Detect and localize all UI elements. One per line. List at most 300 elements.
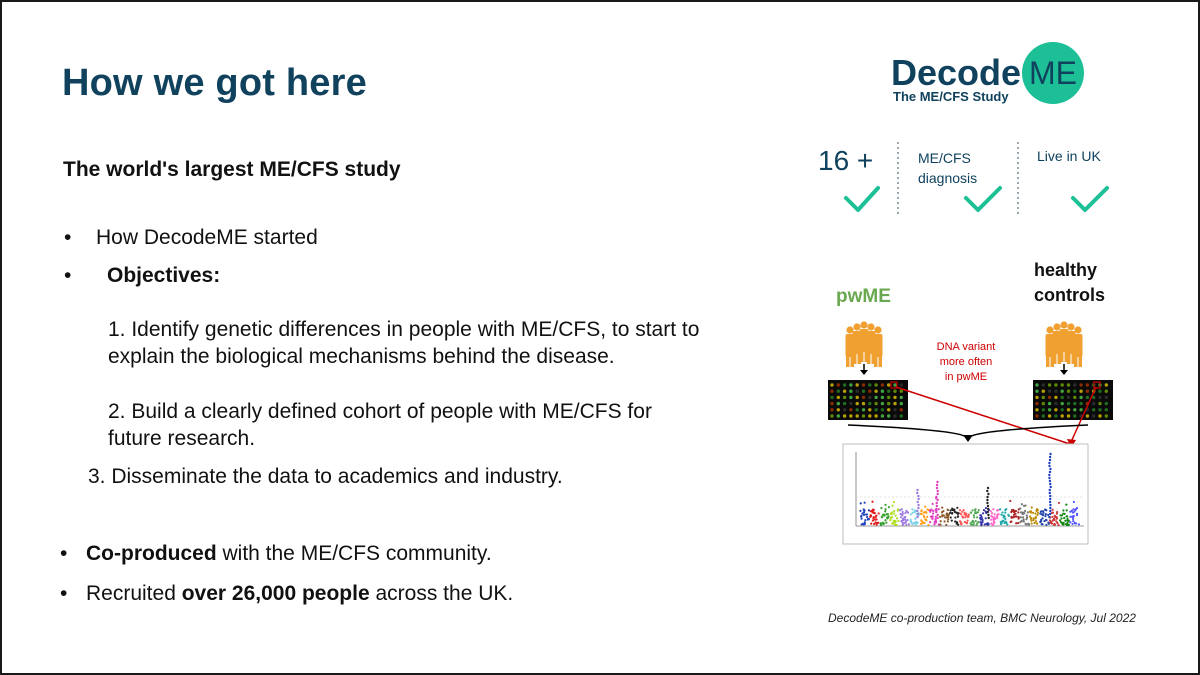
- manhattan-point: [935, 522, 937, 524]
- microarray-spot: [1073, 396, 1076, 399]
- manhattan-point: [866, 516, 868, 518]
- manhattan-point: [1004, 518, 1006, 520]
- manhattan-point: [947, 518, 949, 520]
- manhattan-peak-point: [936, 499, 938, 501]
- manhattan-point: [870, 523, 872, 525]
- manhattan-point: [929, 521, 931, 523]
- manhattan-point: [1054, 523, 1056, 525]
- microarray-spot: [900, 390, 903, 393]
- recruited-pre: Recruited: [86, 582, 182, 605]
- variant-annotation-line-1: DNA variant: [936, 341, 996, 353]
- recruited-post: across the UK.: [369, 582, 514, 605]
- microarray-spot: [1098, 408, 1101, 411]
- manhattan-point: [1023, 505, 1025, 507]
- controls-microarray: [1033, 380, 1113, 420]
- microarray-spot: [893, 383, 896, 386]
- manhattan-peak-point: [935, 496, 937, 498]
- microarray-spot: [900, 383, 903, 386]
- manhattan-point: [1062, 509, 1064, 511]
- manhattan-point: [1041, 517, 1043, 519]
- microarray-spot: [868, 402, 871, 405]
- microarray-spot: [887, 408, 890, 411]
- manhattan-point: [1020, 516, 1022, 518]
- manhattan-point: [933, 523, 935, 525]
- objective-2-line-1: 2. Build a clearly defined cohort of people with ME/CFS for: [108, 400, 652, 423]
- manhattan-point: [947, 509, 949, 511]
- manhattan-point: [911, 522, 913, 524]
- microarray-spot: [1042, 408, 1045, 411]
- microarray-spot: [868, 414, 871, 417]
- microarray-spot: [1079, 408, 1082, 411]
- microarray-spot: [893, 396, 896, 399]
- microarray-spot: [1042, 383, 1045, 386]
- microarray-spot: [1073, 414, 1076, 417]
- manhattan-peak-point: [936, 514, 938, 516]
- manhattan-point: [925, 511, 927, 513]
- manhattan-point: [1069, 516, 1071, 518]
- manhattan-point: [967, 516, 969, 518]
- manhattan-point: [1073, 510, 1075, 512]
- manhattan-peak-point: [1049, 471, 1051, 473]
- microarray-spot: [1048, 383, 1051, 386]
- manhattan-point: [864, 519, 866, 521]
- manhattan-peak-point: [987, 493, 989, 495]
- microarray-spot: [843, 396, 846, 399]
- microarray-spot: [1079, 390, 1082, 393]
- manhattan-point: [884, 510, 886, 512]
- manhattan-point: [1067, 521, 1069, 523]
- manhattan-peak-point: [1049, 453, 1051, 455]
- manhattan-point: [1004, 512, 1006, 514]
- manhattan-point: [939, 524, 941, 526]
- manhattan-point: [891, 505, 893, 507]
- manhattan-point: [920, 513, 922, 515]
- manhattan-point: [888, 506, 890, 508]
- manhattan-peak-point: [935, 508, 937, 510]
- manhattan-point: [973, 516, 975, 518]
- manhattan-peak-point: [1049, 459, 1051, 461]
- manhattan-peak-point: [1049, 498, 1051, 500]
- manhattan-peak-point: [937, 490, 939, 492]
- microarray-spot: [1079, 383, 1082, 386]
- logo-wordmark: Decode: [891, 52, 1022, 93]
- manhattan-point: [877, 522, 879, 524]
- manhattan-point: [925, 519, 927, 521]
- manhattan-point: [915, 524, 917, 526]
- manhattan-point: [1022, 518, 1024, 520]
- bullet-objectives-text: Objectives:: [107, 264, 221, 287]
- manhattan-point: [1020, 511, 1022, 513]
- manhattan-point: [959, 509, 961, 511]
- manhattan-point: [904, 521, 906, 523]
- manhattan-point: [1006, 523, 1008, 525]
- microarray-spot: [1061, 402, 1064, 405]
- microarray-spot: [1092, 414, 1095, 417]
- manhattan-point: [1047, 514, 1049, 516]
- microarray-spot: [856, 390, 859, 393]
- manhattan-point: [905, 523, 907, 525]
- microarray-spot: [837, 402, 840, 405]
- manhattan-point: [943, 520, 945, 522]
- manhattan-point: [931, 517, 933, 519]
- manhattan-peak-point: [917, 513, 919, 515]
- manhattan-point: [923, 516, 925, 518]
- manhattan-point: [982, 519, 984, 521]
- microarray-spot: [1042, 402, 1045, 405]
- microarray-spot: [1105, 414, 1108, 417]
- manhattan-peak-point: [986, 499, 988, 501]
- microarray-spot: [887, 414, 890, 417]
- manhattan-point: [960, 523, 962, 525]
- study-figure: [788, 42, 1188, 642]
- microarray-spot: [843, 408, 846, 411]
- manhattan-point: [893, 501, 895, 503]
- manhattan-point: [1035, 517, 1037, 519]
- microarray-spot: [1035, 396, 1038, 399]
- manhattan-point: [1044, 515, 1046, 517]
- manhattan-point: [906, 519, 908, 521]
- manhattan-point: [958, 512, 960, 514]
- manhattan-point: [938, 508, 940, 510]
- manhattan-peak-point: [1048, 465, 1050, 467]
- manhattan-point: [861, 523, 863, 525]
- manhattan-point: [1025, 518, 1027, 520]
- manhattan-point: [1059, 519, 1061, 521]
- manhattan-point: [900, 513, 902, 515]
- manhattan-point: [923, 522, 925, 524]
- manhattan-point: [1017, 511, 1019, 513]
- manhattan-point: [980, 524, 982, 526]
- manhattan-point: [990, 523, 992, 525]
- microarray-spot: [887, 396, 890, 399]
- microarray-spot: [1054, 383, 1057, 386]
- manhattan-point: [880, 507, 882, 509]
- manhattan-point: [864, 502, 866, 504]
- microarray-spot: [881, 396, 884, 399]
- manhattan-point: [904, 516, 906, 518]
- manhattan-point: [881, 516, 883, 518]
- manhattan-point: [990, 519, 992, 521]
- manhattan-point: [878, 512, 880, 514]
- manhattan-point: [866, 513, 868, 515]
- manhattan-point: [874, 519, 876, 521]
- manhattan-point: [923, 511, 925, 513]
- manhattan-point: [962, 516, 964, 518]
- manhattan-point: [1072, 508, 1074, 510]
- manhattan-point: [1060, 517, 1062, 519]
- microarray-spot: [849, 396, 852, 399]
- manhattan-point: [894, 524, 896, 526]
- microarray-spot: [1054, 408, 1057, 411]
- manhattan-point: [883, 514, 885, 516]
- manhattan-peak-point: [1050, 486, 1052, 488]
- manhattan-point: [1030, 518, 1032, 520]
- manhattan-point: [895, 514, 897, 516]
- manhattan-point: [955, 512, 957, 514]
- microarray-spot: [893, 402, 896, 405]
- manhattan-point: [884, 508, 886, 510]
- manhattan-point: [1027, 511, 1029, 513]
- manhattan-point: [906, 511, 908, 513]
- manhattan-point: [1074, 522, 1076, 524]
- manhattan-peak-point: [917, 507, 919, 509]
- microarray-spot: [887, 402, 890, 405]
- manhattan-point: [966, 520, 968, 522]
- manhattan-point: [971, 509, 973, 511]
- manhattan-peak-point: [1049, 501, 1051, 503]
- microarray-spot: [862, 383, 865, 386]
- citation: DecodeME co-production team, BMC Neurology, Jul 2022: [828, 611, 1136, 625]
- manhattan-point: [951, 512, 953, 514]
- manhattan-point: [914, 509, 916, 511]
- microarray-spot: [1105, 390, 1108, 393]
- manhattan-point: [910, 513, 912, 515]
- manhattan-point: [985, 517, 987, 519]
- microarray-spot: [1054, 396, 1057, 399]
- manhattan-point: [1036, 508, 1038, 510]
- manhattan-peak-point: [916, 492, 918, 494]
- manhattan-peak-point: [1048, 477, 1050, 479]
- microarray-spot: [881, 402, 884, 405]
- microarray-spot: [1105, 402, 1108, 405]
- manhattan-point: [996, 509, 998, 511]
- manhattan-point: [992, 508, 994, 510]
- manhattan-peak-point: [1049, 504, 1051, 506]
- manhattan-point: [957, 516, 959, 518]
- manhattan-point: [973, 514, 975, 516]
- manhattan-point: [979, 517, 981, 519]
- manhattan-point: [945, 517, 947, 519]
- manhattan-point: [861, 518, 863, 520]
- bullet-dot: •: [60, 582, 68, 605]
- microarray-spot: [1079, 402, 1082, 405]
- microarray-spot: [1092, 408, 1095, 411]
- manhattan-peak-point: [1048, 462, 1050, 464]
- microarray-spot: [1061, 390, 1064, 393]
- manhattan-point: [964, 513, 966, 515]
- manhattan-point: [913, 522, 915, 524]
- manhattan-peak-point: [916, 510, 918, 512]
- coproduced-bold: Co-produced: [86, 542, 217, 565]
- manhattan-point: [1003, 515, 1005, 517]
- manhattan-point: [1026, 514, 1028, 516]
- manhattan-point: [884, 504, 886, 506]
- manhattan-point: [867, 518, 869, 520]
- manhattan-point: [1001, 511, 1003, 513]
- manhattan-point: [911, 508, 913, 510]
- manhattan-peak-point: [1049, 510, 1051, 512]
- manhattan-point: [1055, 516, 1057, 518]
- manhattan-point: [1044, 509, 1046, 511]
- microarray-spot: [900, 402, 903, 405]
- manhattan-point: [981, 521, 983, 523]
- variant-annotation-line-2: more often: [939, 356, 993, 368]
- microarray-spot: [1105, 408, 1108, 411]
- manhattan-point: [964, 516, 966, 518]
- manhattan-point: [1014, 513, 1016, 515]
- manhattan-point: [874, 521, 876, 523]
- criterion-diagnosis-line-1: ME/CFS: [918, 150, 971, 166]
- manhattan-point: [1058, 502, 1060, 504]
- manhattan-point: [1052, 509, 1054, 511]
- manhattan-point: [945, 524, 947, 526]
- manhattan-peak-point: [936, 481, 938, 483]
- manhattan-point: [897, 520, 899, 522]
- manhattan-point: [886, 513, 888, 515]
- microarray-spot: [849, 402, 852, 405]
- manhattan-point: [1028, 524, 1030, 526]
- manhattan-point: [1076, 514, 1078, 516]
- manhattan-point: [1040, 510, 1042, 512]
- manhattan-point: [1015, 515, 1017, 517]
- microarray-spot: [856, 408, 859, 411]
- manhattan-peak-point: [1049, 468, 1051, 470]
- microarray-spot: [849, 414, 852, 417]
- microarray-spot: [837, 396, 840, 399]
- manhattan-point: [1036, 523, 1038, 525]
- microarray-spot: [1067, 414, 1070, 417]
- manhattan-peak-point: [1049, 507, 1051, 509]
- manhattan-point: [990, 515, 992, 517]
- manhattan-peak-point: [917, 498, 919, 500]
- manhattan-point: [1051, 516, 1053, 518]
- manhattan-point: [902, 511, 904, 513]
- manhattan-point: [1042, 514, 1044, 516]
- figure-graphics: [788, 42, 1188, 642]
- manhattan-point: [912, 512, 914, 514]
- microarray-spot: [856, 414, 859, 417]
- manhattan-point: [985, 507, 987, 509]
- bullet-how-started-text: How DecodeME started: [96, 226, 318, 249]
- microarray-spot: [874, 390, 877, 393]
- microarray-spot: [862, 408, 865, 411]
- manhattan-point: [1070, 510, 1072, 512]
- manhattan-point: [1000, 523, 1002, 525]
- objective-1: [108, 316, 788, 370]
- microarray-spot: [1061, 414, 1064, 417]
- criterion-diagnosis-line-2: diagnosis: [918, 170, 978, 186]
- manhattan-point: [895, 520, 897, 522]
- manhattan-point: [1018, 516, 1020, 518]
- microarray-spot: [1061, 408, 1064, 411]
- manhattan-point: [916, 521, 918, 523]
- manhattan-point: [1065, 515, 1067, 517]
- microarray-spot: [1098, 390, 1101, 393]
- microarray-spot: [1035, 390, 1038, 393]
- microarray-spot: [868, 383, 871, 386]
- manhattan-point: [993, 521, 995, 523]
- microarray-spot: [868, 396, 871, 399]
- manhattan-point: [1022, 513, 1024, 515]
- manhattan-point: [1069, 521, 1071, 523]
- microarray-spot: [893, 408, 896, 411]
- microarray-spot: [1098, 402, 1101, 405]
- manhattan-point: [994, 513, 996, 515]
- logo-tagline: The ME/CFS Study: [893, 89, 1009, 104]
- manhattan-point: [1005, 508, 1007, 510]
- arrow-down-icon: [963, 435, 973, 442]
- manhattan-peak-point: [987, 487, 989, 489]
- manhattan-point: [939, 516, 941, 518]
- manhattan-point: [860, 502, 862, 504]
- recruited-bold: over 26,000 people: [181, 582, 370, 605]
- manhattan-point: [1063, 513, 1065, 515]
- objective-3-text: 3. Disseminate the data to academics and industry.: [88, 465, 563, 488]
- merge-line: [848, 425, 966, 437]
- manhattan-point: [940, 520, 942, 522]
- criterion-age: 16 +: [818, 145, 874, 176]
- microarray-spot: [881, 383, 884, 386]
- microarray-spot: [849, 408, 852, 411]
- manhattan-point: [1034, 512, 1036, 514]
- manhattan-point: [860, 515, 862, 517]
- manhattan-point: [982, 512, 984, 514]
- manhattan-point: [863, 514, 865, 516]
- manhattan-point: [1022, 516, 1024, 518]
- manhattan-peak-point: [1048, 516, 1050, 518]
- manhattan-point: [932, 512, 934, 514]
- microarray-spot: [868, 390, 871, 393]
- microarray-spot: [1073, 408, 1076, 411]
- manhattan-point: [864, 521, 866, 523]
- microarray-spot: [837, 390, 840, 393]
- manhattan-point: [946, 512, 948, 514]
- manhattan-point: [1078, 523, 1080, 525]
- manhattan-point: [1052, 519, 1054, 521]
- manhattan-point: [956, 507, 958, 509]
- manhattan-point: [1049, 519, 1051, 521]
- microarray-spot: [900, 396, 903, 399]
- microarray-spot: [843, 414, 846, 417]
- manhattan-point: [974, 512, 976, 514]
- manhattan-point: [961, 511, 963, 513]
- manhattan-point: [924, 506, 926, 508]
- microarray-spot: [1048, 408, 1051, 411]
- manhattan-point: [885, 522, 887, 524]
- microarray-spot: [881, 408, 884, 411]
- manhattan-point: [1066, 524, 1068, 526]
- manhattan-point: [985, 511, 987, 513]
- cases-people-icon: [846, 321, 883, 367]
- manhattan-point: [1056, 522, 1058, 524]
- manhattan-point: [870, 514, 872, 516]
- manhattan-point: [1000, 514, 1002, 516]
- manhattan-point: [947, 520, 949, 522]
- bullet-dot: •: [64, 226, 72, 249]
- manhattan-peak-point: [916, 489, 918, 491]
- microarray-spot: [893, 390, 896, 393]
- manhattan-point: [902, 513, 904, 515]
- manhattan-point: [1019, 507, 1021, 509]
- manhattan-point: [875, 515, 877, 517]
- microarray-spot: [1105, 383, 1108, 386]
- manhattan-point: [880, 522, 882, 524]
- manhattan-point: [893, 510, 895, 512]
- microarray-spot: [830, 396, 833, 399]
- cases-label: pwME: [836, 286, 891, 307]
- manhattan-peak-point: [936, 487, 938, 489]
- manhattan-peak-point: [1048, 474, 1050, 476]
- manhattan-plot: [843, 444, 1088, 544]
- manhattan-point: [908, 523, 910, 525]
- manhattan-point: [1021, 520, 1023, 522]
- manhattan-point: [871, 501, 873, 503]
- bullet-dot: •: [64, 264, 72, 287]
- microarray-spot: [843, 383, 846, 386]
- microarray-spot: [843, 402, 846, 405]
- microarray-spot: [830, 402, 833, 405]
- manhattan-point: [1031, 506, 1033, 508]
